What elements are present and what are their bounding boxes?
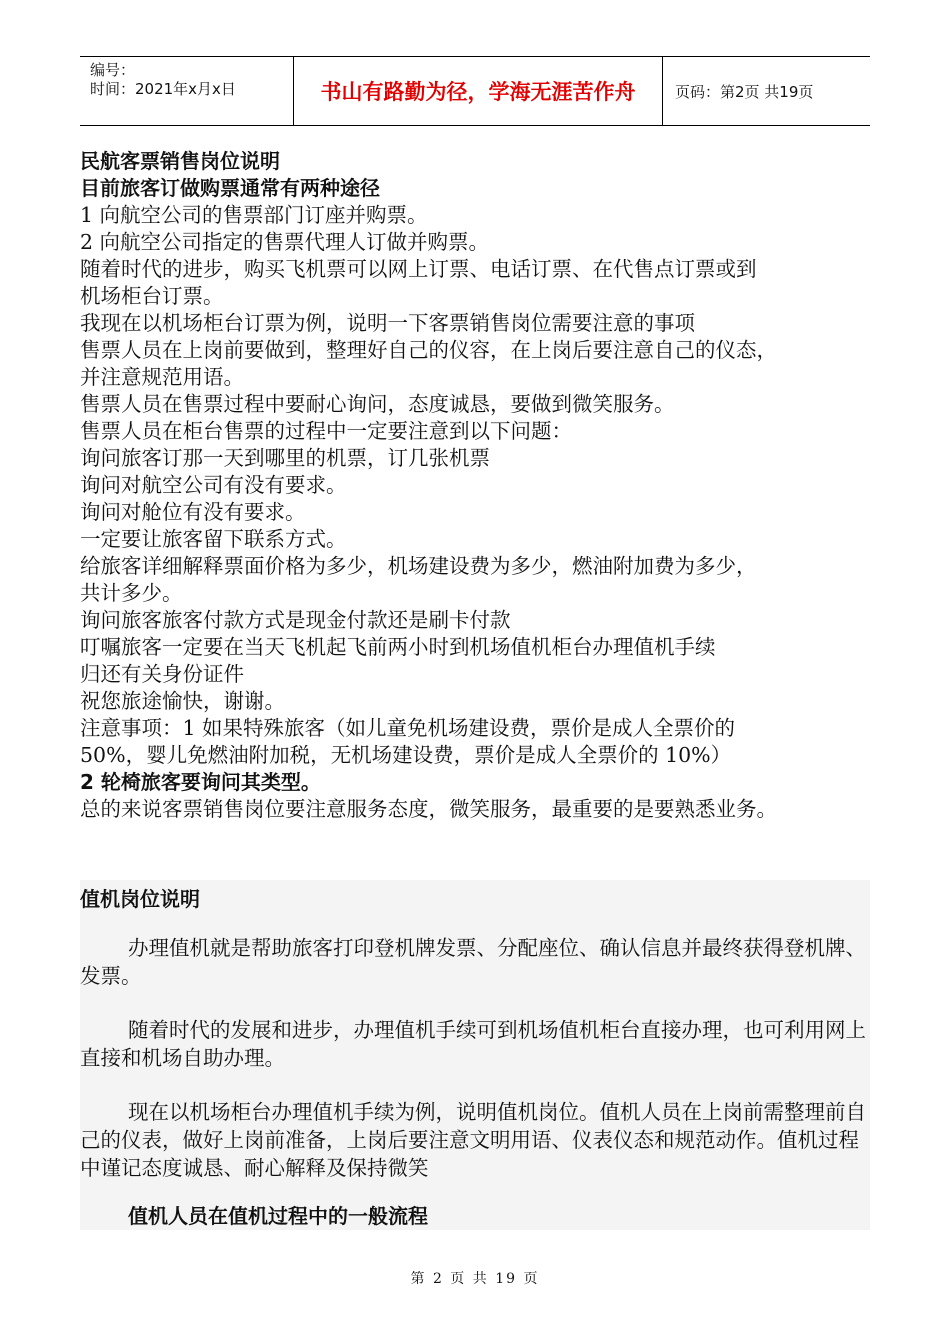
text-line: 叮嘱旅客一定要在当天飞机起飞前两小时到机场值机柜台办理值机手续 [80,635,716,659]
text-line: 给旅客详细解释票面价格为多少，机场建设费为多少，燃油附加费为多少， [80,554,757,578]
header-meta-cell [80,57,294,126]
wheelchair-note: 2 轮椅旅客要询问其类型。 [80,770,321,794]
text-line: 共计多少。 [80,581,183,605]
paragraph: 随着时代的发展和进步，办理值机手续可到机场值机柜台直接办理，也可利用网上直接和机场自助办理。 [80,1018,866,1070]
header-page-info: 页码：第2页 共19页 [663,57,871,126]
header-table [80,56,870,126]
text-line: 一定要让旅客留下联系方式。 [80,527,347,551]
text-line: 50%，婴儿免燃油附加税，无机场建设费，票价是成人全票价的 10%） [80,743,732,767]
subheading: 值机人员在值机过程中的一般流程 [128,1204,428,1228]
text-line: 归还有关身份证件 [80,662,244,686]
paragraph: 现在以机场柜台办理值机手续为例，说明值机岗位。值机人员在上岗前需整理前自己的仪表，做好上岗前准备，上岗后要注意文明用语、仪表仪态和规范动作。值机过程中谨记态度诚恳、耐心解释及保持微笑 [80,1100,866,1180]
text-line: 我现在以机场柜台订票为例，说明一下客票销售岗位需要注意的事项 [80,311,695,335]
section-ticket-sales [80,148,880,823]
text-line: 售票人员在上岗前要做到，整理好自己的仪容，在上岗后要注意自己的仪态， [80,338,777,362]
text-line: 机场柜台订票。 [80,284,224,308]
text-line: 并注意规范用语。 [80,365,244,389]
text-line: 询问旅客订那一天到哪里的机票，订几张机票 [80,446,490,470]
serial-label: 编号： [90,61,136,79]
section-title: 民航客票销售岗位说明 [80,149,280,173]
section-subtitle: 目前旅客订做购票通常有两种途径 [80,176,380,200]
text-line: 询问对航空公司有没有要求。 [80,473,347,497]
header-motto: 书山有路勤为径，学海无涯苦作舟 [294,57,663,126]
section-summary: 总的来说客票销售岗位要注意服务态度，微笑服务，最重要的是要熟悉业务。 [80,797,777,821]
text-line: 询问旅客旅客付款方式是现金付款还是刷卡付款 [80,608,511,632]
text-line: 祝您旅途愉快，谢谢。 [80,689,285,713]
text-line: 询问对舱位有没有要求。 [80,500,306,524]
section-title: 值机岗位说明 [80,887,200,911]
line-list [80,202,880,769]
page-footer: 第 2 页 共 19 页 [410,1271,540,1287]
text-line: 随着时代的进步，购买飞机票可以网上订票、电话订票、在代售点订票或到 [80,257,757,281]
text-line: 售票人员在柜台售票的过程中一定要注意到以下问题： [80,419,572,443]
text-line: 2 向航空公司指定的售票代理人订做并购票。 [80,230,490,254]
text-line: 注意事项：1 如果特殊旅客（如儿童免机场建设费，票价是成人全票价的 [80,716,736,740]
text-line: 售票人员在售票过程中要耐心询问，态度诚恳，要做到微笑服务。 [80,392,675,416]
section-check-in [80,880,870,1230]
date-label: 时间：2021年x月x日 [90,80,236,98]
paragraph: 办理值机就是帮助旅客打印登机牌发票、分配座位、确认信息并最终获得登机牌、发票。 [80,936,866,988]
text-line: 1 向航空公司的售票部门订座并购票。 [80,203,428,227]
